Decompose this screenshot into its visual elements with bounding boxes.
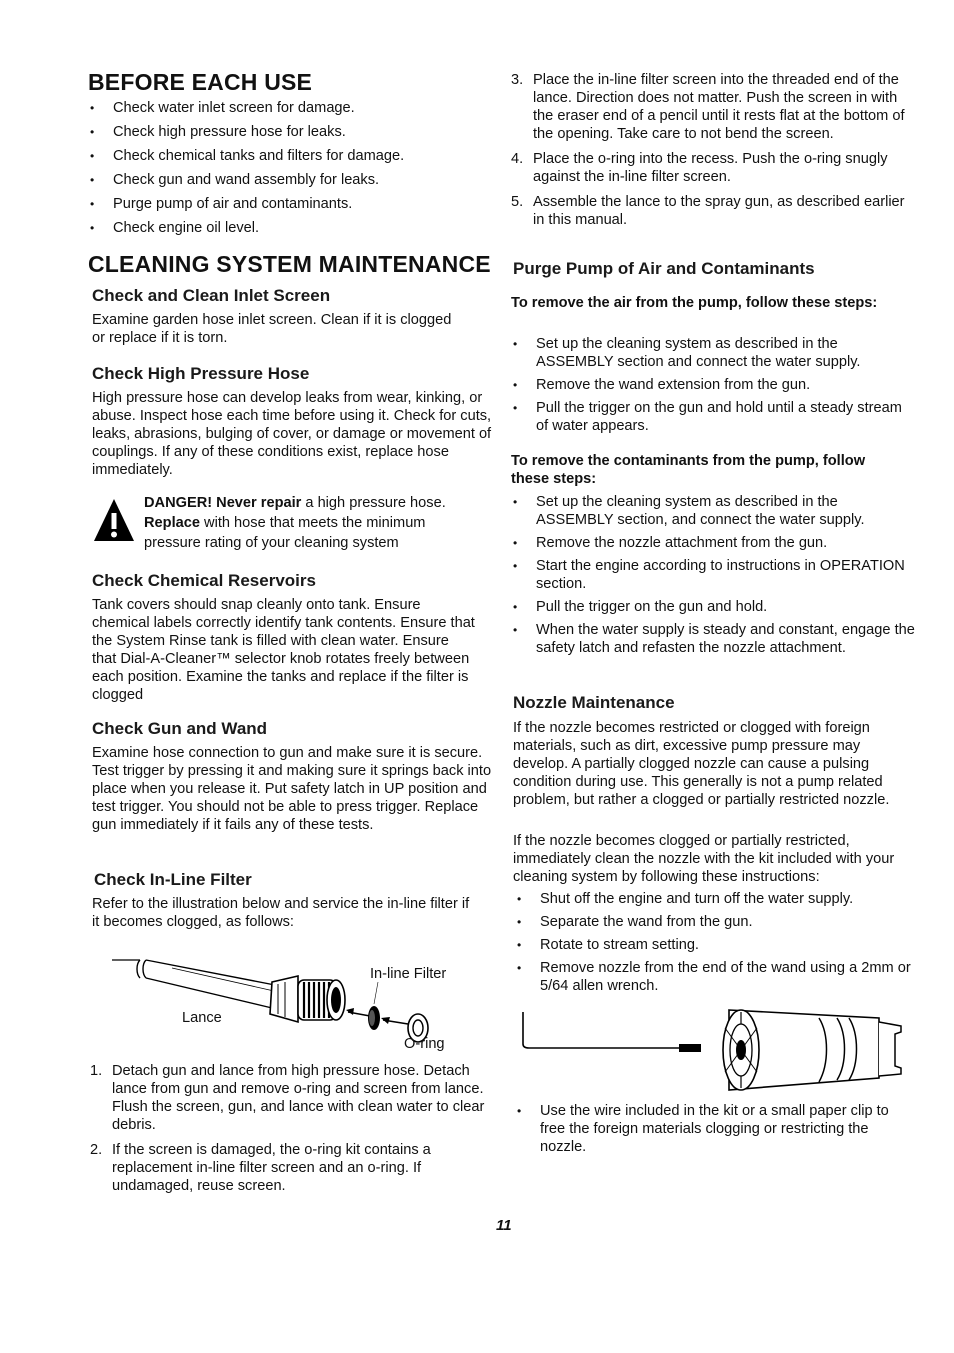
list-item: • Rotate to stream setting. <box>515 936 915 954</box>
list-item: • Check gun and wand assembly for leaks. <box>88 171 493 189</box>
inline-filter-steps-continued <box>509 71 914 229</box>
list-item <box>509 193 914 229</box>
list-item: • Check engine oil level. <box>88 219 493 237</box>
remove-air-steps <box>511 335 911 435</box>
danger-notice <box>92 493 492 553</box>
step-text: Detach gun and lance from high pressure hose. Detach lance from gun and remove o-ring and screen from lance. Flush the screen, gun, and lance with clean water to clear debris. <box>112 1063 485 1133</box>
list-item: • Pull the trigger on the gun and hold. <box>511 598 916 616</box>
nozzle-para-2: If the nozzle becomes clogged or partially restricted, immediately clean the nozzle with the kit included with your cleaning system by following these instructions: <box>513 833 895 885</box>
list-item <box>509 150 914 186</box>
list-item: • Check chemical tanks and filters for damage. <box>88 147 493 165</box>
chemical-reservoirs-text: Tank covers should snap cleanly onto tank. Ensure chemical labels correctly identify tank contents. Ensure that the System Rinse tank is filled with clean water. Ensure that Dial-A-Cleaner™ selector knob rotates freely between each position. Examine the tanks and replace if the filter is clogged <box>92 597 475 703</box>
list-item: • When the water supply is steady and constant, engage the safety latch and refasten the nozzle attachment. <box>511 621 916 657</box>
nozzle-para-1: If the nozzle becomes restricted or clogged with foreign materials, such as dirt, excessive pump pressure may develop. A partially clogged nozzle can cause a pulsing condition during use. This generally is not a pump related problem, but rather a clogged or partially restricted nozzle. <box>513 720 890 808</box>
list-item: • Separate the wand from the gun. <box>515 913 915 931</box>
danger-text-3: pressure rating of your cleaning system <box>144 535 399 551</box>
remove-air-intro: To remove the air from the pump, follow these steps: <box>511 295 878 311</box>
step-number: 1. <box>90 1063 103 1079</box>
danger-text <box>144 493 494 553</box>
remove-contaminants-steps <box>511 493 916 657</box>
step-number: 4. <box>511 151 524 167</box>
list-item: • Use the wire included in the kit or a small paper clip to free the foreign materials clogging or restricting the nozzle. <box>515 1102 915 1156</box>
list-item: • Remove nozzle from the end of the wand using a 2mm or 5/64 allen wrench. <box>515 959 915 995</box>
list-item: • Shut off the engine and turn off the water supply. <box>515 890 915 908</box>
list-item: • Set up the cleaning system as described in the ASSEMBLY section, and connect the water supply. <box>511 493 916 529</box>
step-number: 5. <box>511 194 524 210</box>
nozzle-steps <box>515 890 915 995</box>
inline-filter-steps <box>88 1062 488 1195</box>
danger-label: DANGER! Never repair <box>144 495 302 511</box>
page-number: 11 <box>496 1217 512 1234</box>
before-each-use-title: BEFORE EACH USE <box>88 69 313 95</box>
step-text: Place the in-line filter screen into the threaded end of the lance. Direction does not matter. Push the screen in with the eraser end of a pencil until it rests flat at the bottom of the opening. Take care to not bend the screen. <box>533 72 905 142</box>
remove-contaminants-intro: To remove the contaminants from the pump, follow these steps: <box>511 453 866 487</box>
chemical-reservoirs-heading: Check Chemical Reservoirs <box>92 571 316 590</box>
nozzle-cleaning-diagram <box>519 1004 919 1096</box>
nozzle-final-step <box>515 1102 915 1156</box>
list-item: • Purge pump of air and contaminants. <box>88 195 493 213</box>
danger-text-1: a high pressure hose. <box>301 495 446 511</box>
pressure-hose-heading: Check High Pressure Hose <box>92 364 310 383</box>
list-item: • Remove the nozzle attachment from the gun. <box>511 534 916 552</box>
purge-pump-heading: Purge Pump of Air and Contaminants <box>513 259 815 278</box>
list-item: • Pull the trigger on the gun and hold until a steady stream of water appears. <box>511 399 911 435</box>
inlet-screen-heading: Check and Clean Inlet Screen <box>92 286 331 305</box>
pressure-hose-text: High pressure hose can develop leaks from wear, kinking, or abuse. Inspect hose each time before using it. Check for cuts, leaks, abrasions, bulging of cover, or damage or movement of couplings. If any of these conditions exist, replace hose immediately. <box>92 390 492 478</box>
oring-label: O-ring <box>404 1036 445 1052</box>
list-item <box>88 1062 488 1134</box>
inlet-screen-text: Examine garden hose inlet screen. Clean if it is clogged or replace if it is torn. <box>92 312 452 346</box>
inline-filter-figure <box>88 946 493 1058</box>
list-item: • Remove the wand extension from the gun. <box>511 376 911 394</box>
warning-triangle-icon <box>92 497 136 543</box>
list-item: • Check water inlet screen for damage. <box>88 99 493 117</box>
nozzle-heading: Nozzle Maintenance <box>513 693 675 712</box>
gun-wand-text: Examine hose connection to gun and make sure it is secure. Test trigger by pressing it and making sure it springs back into place when you release it. Put safety latch in UP position and test trigger. You should not be able to press trigger. Replace gun immediately if it fails any of these tests. <box>92 745 492 833</box>
list-item: • Check high pressure hose for leaks. <box>88 123 493 141</box>
replace-label: Replace <box>144 515 200 531</box>
inline-filter-label: In-line Filter <box>370 966 447 982</box>
before-each-use-list <box>88 99 493 237</box>
lance-label: Lance <box>182 1010 222 1026</box>
inline-filter-text: Refer to the illustration below and service the in-line filter if it becomes clogged, as follows: <box>92 896 470 930</box>
step-number: 2. <box>90 1142 103 1158</box>
step-number: 3. <box>511 72 524 88</box>
step-text: If the screen is damaged, the o-ring kit contains a replacement in-line filter screen and an o-ring. If undamaged, reuse screen. <box>112 1142 431 1194</box>
danger-text-2: with hose that meets the minimum <box>199 515 426 531</box>
step-text: Place the o-ring into the recess. Push the o-ring snugly against the in-line filter screen. <box>533 151 888 185</box>
cleaning-system-title: CLEANING SYSTEM MAINTENANCE <box>88 251 491 277</box>
gun-wand-heading: Check Gun and Wand <box>92 719 268 738</box>
step-text: Assemble the lance to the spray gun, as described earlier in this manual. <box>533 194 905 228</box>
inline-filter-heading: Check In-Line Filter <box>94 870 252 889</box>
list-item <box>509 71 914 143</box>
list-item: • Set up the cleaning system as described in the ASSEMBLY section and connect the water supply. <box>511 335 911 371</box>
list-item <box>88 1141 488 1195</box>
list-item: • Start the engine according to instructions in OPERATION section. <box>511 557 916 593</box>
